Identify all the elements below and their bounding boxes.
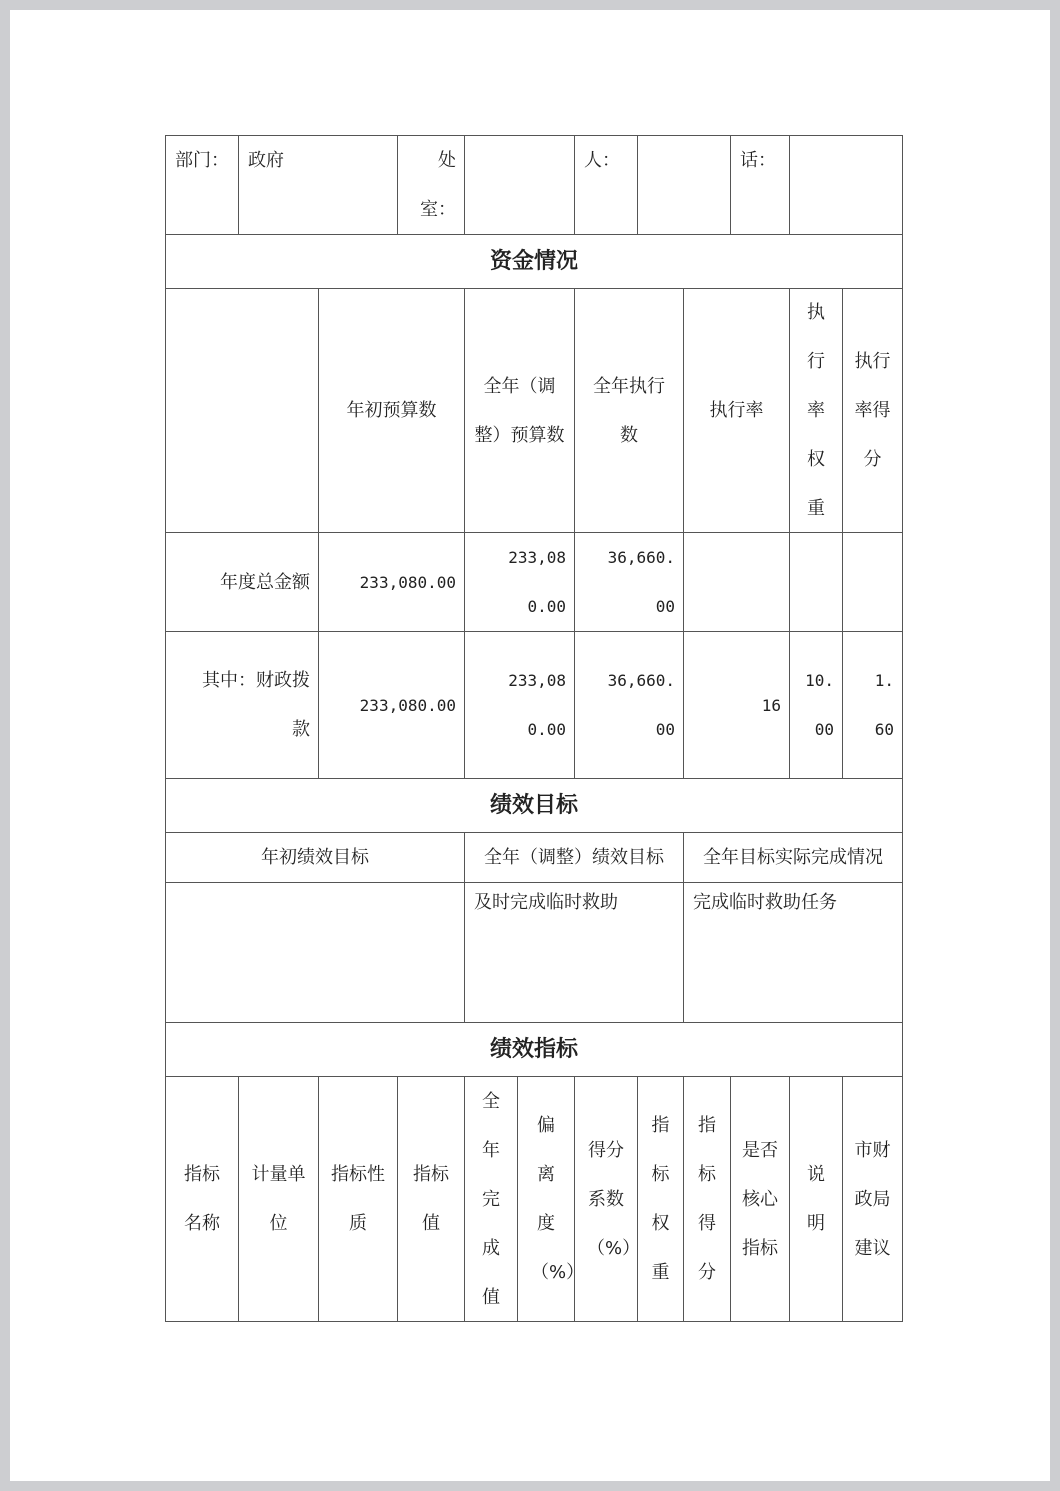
goal-initial-cell bbox=[165, 882, 465, 1023]
ind-col-0: 指标名称 bbox=[184, 1164, 220, 1234]
ind-col-8: 指标得分 bbox=[698, 1115, 716, 1283]
cell-weight bbox=[789, 532, 843, 632]
ind-col-name bbox=[165, 1076, 239, 1322]
goals-col-adjusted bbox=[464, 832, 684, 883]
initial-value: 233,080.00 bbox=[359, 572, 456, 592]
person-label: 人： bbox=[584, 150, 620, 171]
funding-col-6: 执行率得分 bbox=[854, 351, 891, 470]
executed-value: 36,660.00 bbox=[607, 548, 675, 616]
person-label-cell bbox=[574, 135, 638, 235]
ind-col-nature bbox=[318, 1076, 398, 1322]
cell-rate bbox=[683, 631, 790, 779]
cell-score bbox=[842, 631, 903, 779]
funding-col-2: 全年（调整）预算数 bbox=[474, 375, 565, 446]
adjusted-value: 233,080.00 bbox=[508, 671, 566, 739]
indicators-section-title bbox=[165, 1022, 903, 1077]
funding-col-executed bbox=[574, 288, 684, 533]
ind-col-7: 指标权重 bbox=[651, 1115, 670, 1283]
phone-label: 话： bbox=[740, 150, 776, 171]
ind-col-5: 偏离度（%） bbox=[531, 1115, 585, 1283]
initial-value: 233,080.00 bbox=[359, 695, 456, 715]
dept-label: 部门： bbox=[175, 150, 229, 171]
ind-col-9: 是否核心指标 bbox=[742, 1139, 778, 1259]
ind-col-completed bbox=[464, 1076, 518, 1322]
funding-col-1: 年初预算数 bbox=[346, 400, 437, 421]
funding-section-title bbox=[165, 234, 903, 289]
funding-col-weight bbox=[789, 288, 843, 533]
dept-value: 政府 bbox=[248, 150, 284, 171]
ind-col-unit bbox=[238, 1076, 319, 1322]
cell-adjusted bbox=[464, 532, 575, 632]
funding-col-rate bbox=[683, 288, 790, 533]
adjusted-value: 233,080.00 bbox=[508, 548, 566, 616]
phone-label-cell bbox=[730, 135, 790, 235]
row-label: 其中：财政拨款 bbox=[202, 670, 310, 740]
funding-col-blank bbox=[165, 288, 319, 533]
goals-title: 绩效目标 bbox=[489, 793, 578, 818]
executed-value: 36,660.00 bbox=[607, 671, 675, 739]
ind-col-weight bbox=[637, 1076, 684, 1322]
cell-weight bbox=[789, 631, 843, 779]
ind-col-4: 全年完成值 bbox=[482, 1090, 500, 1308]
cell-score bbox=[842, 532, 903, 632]
cell-executed bbox=[574, 532, 684, 632]
ind-col-score bbox=[683, 1076, 731, 1322]
ind-col-10: 说明 bbox=[807, 1164, 825, 1234]
row-label: 年度总金额 bbox=[220, 571, 310, 593]
office-label-cell bbox=[397, 135, 465, 235]
goals-col-initial bbox=[165, 832, 465, 883]
ind-col-2: 指标性质 bbox=[331, 1164, 385, 1234]
funding-title: 资金情况 bbox=[489, 249, 578, 274]
funding-col-score bbox=[842, 288, 903, 533]
office-value-cell bbox=[464, 135, 575, 235]
indicators-title: 绩效指标 bbox=[489, 1037, 578, 1062]
office-label: 处室： bbox=[420, 150, 456, 220]
table-row-label bbox=[165, 532, 319, 632]
goals-col-2: 全年目标实际完成情况 bbox=[703, 847, 883, 868]
funding-col-initial bbox=[318, 288, 465, 533]
ind-col-deviation bbox=[517, 1076, 585, 1322]
phone-value-cell bbox=[789, 135, 903, 235]
goal-actual-cell bbox=[683, 882, 903, 1023]
funding-col-5: 执行率权重 bbox=[807, 302, 825, 519]
goals-col-actual bbox=[683, 832, 903, 883]
dept-value-cell bbox=[238, 135, 398, 235]
table-row-label bbox=[165, 631, 319, 779]
dept-label-cell bbox=[165, 135, 239, 235]
goal-adjusted: 及时完成临时救助 bbox=[474, 892, 618, 913]
ind-col-1: 计量单位 bbox=[251, 1164, 306, 1234]
goals-col-1: 全年（调整）绩效目标 bbox=[484, 847, 664, 868]
goal-adjusted-cell bbox=[464, 882, 684, 1023]
cell-initial bbox=[318, 532, 465, 632]
weight-value: 10.00 bbox=[805, 671, 834, 739]
rate-value: 16 bbox=[761, 695, 781, 715]
cell-rate bbox=[683, 532, 790, 632]
ind-col-11: 市财政局建议 bbox=[854, 1139, 891, 1259]
ind-col-6: 得分系数（%） bbox=[587, 1139, 641, 1259]
ind-col-3: 指标值 bbox=[413, 1164, 449, 1234]
score-value: 1.60 bbox=[874, 671, 894, 739]
ind-col-suggestion bbox=[842, 1076, 903, 1322]
funding-col-adjusted bbox=[464, 288, 575, 533]
goal-actual: 完成临时救助任务 bbox=[693, 892, 837, 913]
ind-col-core bbox=[730, 1076, 790, 1322]
ind-col-coefficient bbox=[574, 1076, 641, 1322]
ind-col-value bbox=[397, 1076, 465, 1322]
person-value-cell bbox=[637, 135, 731, 235]
cell-executed bbox=[574, 631, 684, 779]
funding-col-3: 全年执行数 bbox=[593, 375, 665, 446]
goals-section-title bbox=[165, 778, 903, 833]
cell-initial bbox=[318, 631, 465, 779]
funding-col-4: 执行率 bbox=[709, 400, 764, 421]
cell-adjusted bbox=[464, 631, 575, 779]
goals-col-0: 年初绩效目标 bbox=[261, 847, 369, 868]
ind-col-note bbox=[789, 1076, 843, 1322]
